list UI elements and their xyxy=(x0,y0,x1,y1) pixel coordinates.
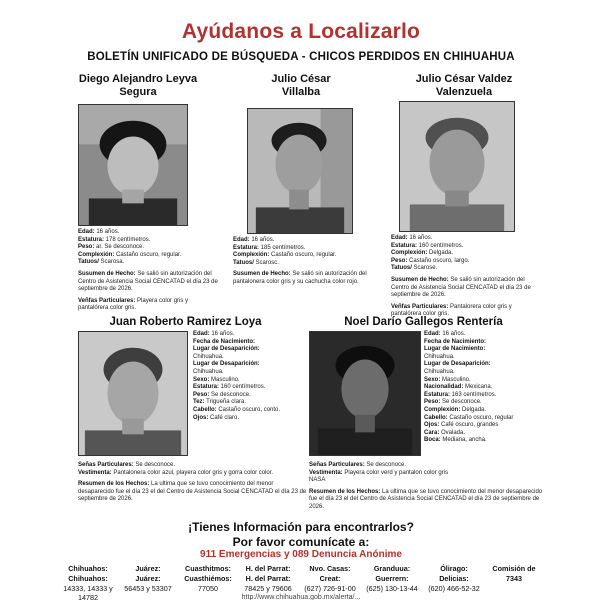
person-info-5-side xyxy=(424,331,544,445)
person-card-3 xyxy=(384,73,544,99)
search-bulletin-poster xyxy=(58,0,544,600)
contact-number: 14333, 14333 y xyxy=(63,584,113,593)
person-name: Julio César Valdez Valenzuela xyxy=(415,73,513,98)
info-line: Susumen de Hecho: Se salió sin autorización del Centro de Asistencia Social CENCATAD el día 23 de septiembre de 2026. xyxy=(391,276,531,299)
person-photo-1 xyxy=(78,104,188,226)
contact-label: Chihuahos: xyxy=(68,564,108,573)
info-line: Lugar de Desaparición: xyxy=(424,361,491,368)
contact-number: 77050 xyxy=(198,584,218,593)
person-info-3 xyxy=(391,235,543,319)
contact-label: 7343 xyxy=(506,574,522,583)
info-line: Complexión: Castaño oscuro, regular. xyxy=(78,251,182,258)
info-line: Peso: Se desconoce. xyxy=(424,399,482,406)
info-question: ¡Tienes Información para encontrarlos? xyxy=(188,520,414,534)
info-line: Estatura: 178 centímetros. xyxy=(78,236,151,243)
contact-number: 78425 y 79606 xyxy=(244,584,292,593)
person-info-2 xyxy=(233,237,383,287)
contact-label: Granduua: xyxy=(373,564,411,573)
person-portrait-icon xyxy=(79,105,187,225)
footer-url: http://www.chihuahua.gob.mx/alerta/... xyxy=(241,594,361,600)
contact-label: Nvo. Casas: xyxy=(309,564,351,573)
info-line: Cara: Ovalada. xyxy=(424,429,466,436)
info-line: Edad: 16 años. xyxy=(424,331,466,337)
person-portrait-icon xyxy=(79,332,187,455)
info-line: Susumen de Hecho: Se salió sin autorización del Centro de Asistencia Social CENCATAD el día 23 de septiembre de 2026. xyxy=(78,270,218,293)
person-photo-2 xyxy=(247,108,353,234)
person-name: Julio César Villalba xyxy=(271,73,331,98)
info-line: Peso: Se desconoce. xyxy=(193,391,251,398)
info-line: Vestimenta: Playera color verd y pantalon color gris xyxy=(309,469,449,476)
contact-row xyxy=(58,564,544,574)
info-line: Chihuahua. xyxy=(193,368,224,375)
info-line: Tatuos/ Scarosa. xyxy=(78,259,125,266)
info-line: Edad: 16 años. xyxy=(78,229,120,235)
info-line: Complexión: Castaño oscuro, regular. xyxy=(233,252,337,259)
contact-label: Comisión de xyxy=(492,564,536,573)
contact-number: 14782 xyxy=(78,593,98,600)
info-line: Nacionalidad: Mexicana. xyxy=(424,384,493,391)
contact-label: Creat: xyxy=(319,574,341,583)
info-line: Edad: 16 años. xyxy=(233,237,275,243)
person-info-4-side xyxy=(193,331,313,422)
poster-title: Ayúdanos a Localizarlo xyxy=(181,20,421,43)
person-photo-3 xyxy=(399,101,515,232)
contact-label: Ólirago: xyxy=(440,564,468,573)
contact-number: (625) 130-13-44 xyxy=(366,584,418,593)
person-card-5 xyxy=(303,316,544,329)
info-line: Chihuahua. xyxy=(424,353,455,360)
info-line: Resumen de los Hechos: La ultima que se tuvo conocimiento del menor desaparecido fue el día 23 el del Centro de Asistencia Social CENCATAD el día 23 de septiembre de 2026. xyxy=(78,481,307,503)
info-line: Veñfas Particulares: Pantalorera color gris y pantalórera color gris. xyxy=(391,303,512,318)
person-card-2 xyxy=(221,73,381,99)
contact-label: Cuasthiémos: xyxy=(184,574,232,583)
emergency-numbers: 911 Emergencias y 089 Denuncia Anónime xyxy=(200,549,402,560)
info-line: Boca: Mediana, ancha. xyxy=(424,437,487,444)
person-info-1 xyxy=(78,229,218,313)
info-line: Lugar de Desaparición: xyxy=(193,346,260,353)
info-line: Fecha de Nacimiento: xyxy=(193,338,256,345)
contact-label: Cuasthitmos: xyxy=(185,564,231,573)
info-line: Estatura: 160 centímetros. xyxy=(391,242,464,249)
info-line: Ojos: Café claro. xyxy=(193,414,240,421)
contact-row xyxy=(58,574,544,584)
contact-number: (620) 466-52-32 xyxy=(428,584,480,593)
contact-label: H. del Parrat: xyxy=(245,564,291,573)
person-portrait-icon xyxy=(310,332,420,455)
contact-label: H. del Parrat: xyxy=(245,574,291,583)
info-line: Cabello: Castaño oscuro, regular xyxy=(424,414,514,421)
info-line: Veñfas Particulares: Playera color gris y pantalórera color gris. xyxy=(78,297,189,312)
person-photo-4 xyxy=(78,331,188,456)
info-line: Estatura: 185 centímetros. xyxy=(233,244,306,251)
person-name: Noel Darío Gallegos Rentería xyxy=(344,316,503,328)
info-line: Peso: ar. Se desconoce. xyxy=(78,244,145,251)
contact-label: Chihuahos: xyxy=(68,574,108,583)
contact-prompt: Por favor comunícate a: xyxy=(232,535,370,549)
person-info-4-bottom xyxy=(78,462,310,504)
info-line: Chihuahua. xyxy=(193,353,224,360)
info-line: Tatuos/ Scarose. xyxy=(391,265,438,272)
contact-label: Delicias: xyxy=(439,574,469,583)
person-portrait-icon xyxy=(248,109,352,233)
contact-label: Guerrern: xyxy=(375,574,409,583)
info-line: Complexión: Delgada. xyxy=(391,250,454,257)
info-line: Sexo: Masculino. xyxy=(424,376,471,383)
info-line: Peso: Castaño oscuro, largo. xyxy=(391,257,470,264)
info-line: Ojos: Café oscuro, grandes xyxy=(424,422,499,429)
info-line: Edad: 16 años. xyxy=(391,235,433,241)
person-card-4 xyxy=(58,316,313,329)
info-line: Estatura: 160 centímetros. xyxy=(193,384,266,391)
person-card-1 xyxy=(58,73,218,99)
info-line: Tatuos/ Scarosc. xyxy=(233,259,279,266)
info-line: Estatura: 163 centímetros. xyxy=(424,391,497,398)
info-line: Resumen de los Hechos: La ultima que se tuvo conocimiento del menor desaparecido fue el día 23 el del Centro de Asistencia Social CENCATAD el día 23 de septiembre de 2026. xyxy=(309,488,543,510)
poster-subtitle: BOLETÍN UNIFICADO DE BÚSQUEDA - CHICOS PERDIDOS EN CHIHUAHUA xyxy=(87,51,515,63)
info-line: Señas Particulares: Se desconoce. xyxy=(78,462,176,468)
info-line: Chihuahua. xyxy=(424,368,455,375)
info-line: Señas Particulares: Se desconoce. xyxy=(309,462,407,468)
contact-label: Juárez: xyxy=(135,564,161,573)
info-line: Vestimenta: Pantalonera color azul, playera color gris y gorra color color. xyxy=(78,469,274,476)
info-line: Sexo: Masculino. xyxy=(193,376,240,383)
person-portrait-icon xyxy=(400,102,514,231)
info-line: Complexión: Delgada. xyxy=(424,406,487,413)
info-line: Susumen de Hecho: Se salió sin autorización del pantalonera color gris y su cachucha color rojo. xyxy=(233,271,367,285)
info-line: Edad: 16 años. xyxy=(193,331,235,337)
info-line: Tez: Trigueña clara. xyxy=(193,399,246,406)
person-name: Diego Alejandro Leyva Segura xyxy=(78,73,198,98)
person-photo-5 xyxy=(309,331,421,456)
contact-number: 56453 y 53307 xyxy=(124,584,172,593)
info-line: Cabello: Castaño oscuro, conto. xyxy=(193,406,281,413)
person-name: Juan Roberto Ramirez Loya xyxy=(109,316,262,328)
contact-number: (627) 726-91-00 xyxy=(304,584,356,593)
info-line: Lugar de Desaparición: xyxy=(193,361,260,368)
info-line: Fecha de Nacimiento: xyxy=(424,338,487,345)
info-line: NASA xyxy=(309,477,326,484)
contact-label: Juárez: xyxy=(135,574,161,583)
info-line: Lugar de Nacimiento: xyxy=(424,346,486,353)
person-info-5-bottom xyxy=(309,462,544,512)
